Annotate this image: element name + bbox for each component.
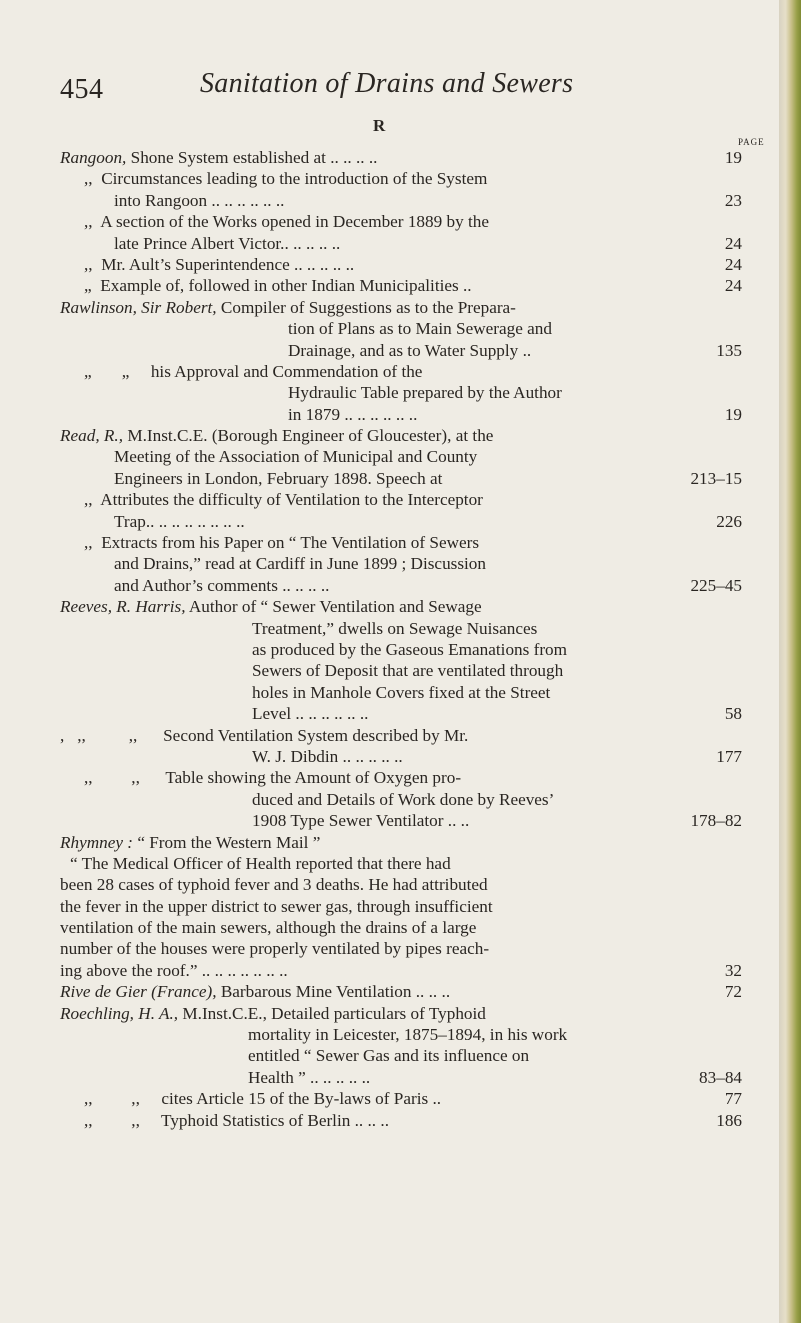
index-line: [60, 404, 742, 425]
index-entry-text: Trap.. .. .. .. .. .. .. ..: [114, 511, 245, 531]
index-heading: Rangoon,: [60, 148, 127, 167]
index-entry-text: the fever in the upper district to sewer gas, through insufficient: [60, 896, 493, 916]
index-line: [60, 190, 742, 211]
index-entry-text: W. J. Dibdin .. .. .. .. ..: [252, 746, 403, 766]
index-line: [60, 1003, 742, 1024]
index-entry-text: and Author’s comments .. .. .. ..: [114, 575, 330, 595]
index-entry-text: Barbarous Mine Ventilation .. .. ..: [216, 982, 451, 1002]
index-line: [60, 853, 742, 874]
index-entry-text: Shone System established at .. .. .. ..: [126, 148, 378, 167]
index-line-text: [84, 489, 483, 510]
index-line-text: [114, 468, 442, 489]
index-line: [60, 896, 742, 917]
index-line: [60, 596, 742, 617]
index-line: [60, 147, 742, 168]
index-entry-text: Sewers of Deposit that are ventilated through: [252, 661, 564, 681]
index-entry-text: ,, Attributes the difficulty of Ventilation to the Interceptor: [84, 490, 483, 510]
index-entry-text: “ From the Western Mail ”: [133, 832, 321, 852]
index-line-text: [84, 767, 461, 788]
page-reference: 19: [724, 404, 742, 424]
index-line: [60, 468, 742, 489]
index-line-text: [252, 660, 563, 681]
index-entry-text: Engineers in London, February 1898. Speech at: [114, 468, 443, 488]
page-reference: 32: [724, 960, 742, 980]
index-line-text: [84, 1088, 441, 1109]
index-entry-text: in 1879 .. .. .. .. .. ..: [288, 404, 418, 424]
index-entry-text: ,, Circumstances leading to the introduction of the System: [84, 169, 488, 189]
index-line: [60, 254, 742, 275]
index-entry-text: late Prince Albert Victor.. .. .. .. ..: [114, 233, 341, 253]
index-line: [60, 810, 742, 831]
index-line: [60, 917, 742, 938]
index-line-text: [84, 275, 472, 296]
index-line-text: [288, 382, 562, 403]
index-entry-text: , ,, ,, Second Ventilation System described by Mr.: [60, 725, 469, 745]
index-line: [60, 1088, 742, 1109]
page-reference: 186: [716, 1110, 742, 1130]
index-line: [60, 489, 742, 510]
index-heading: Rawlinson, Sir Robert,: [60, 297, 217, 317]
index-line: [60, 446, 742, 467]
index-line: [60, 682, 742, 703]
index-line-text: [60, 960, 288, 981]
index-line-text: [84, 211, 489, 232]
index-line-text: [248, 1024, 567, 1045]
index-entry-text: ,, ,, Table showing the Amount of Oxygen pro-: [84, 768, 462, 788]
index-line: [60, 382, 742, 403]
index-line: [60, 532, 742, 553]
index-line: [60, 575, 742, 596]
page-reference: 24: [724, 233, 742, 253]
index-line: [60, 660, 742, 681]
index-line: [60, 425, 742, 446]
index-entry-text: number of the houses were properly ventilated by pipes reach-: [60, 939, 490, 959]
index-line-text: [252, 810, 469, 831]
index-line-text: [60, 917, 476, 938]
index-line-text: [60, 297, 516, 318]
book-spine-edge: [779, 0, 801, 1323]
index-entry-text: ,, Extracts from his Paper on “ The Ventilation of Sewers: [84, 533, 480, 553]
index-line-text: [114, 575, 329, 596]
index-heading: Read, R.,: [60, 426, 124, 446]
index-line-text: [252, 789, 554, 810]
index-line-text: [248, 1067, 370, 1088]
index-line-text: [60, 981, 450, 1002]
index-entry-text: 1908 Type Sewer Ventilator .. ..: [252, 811, 470, 831]
page-reference: 135: [716, 340, 742, 360]
index-entry-text: holes in Manhole Covers fixed at the Street: [252, 682, 551, 702]
index-heading: Rhymney :: [60, 832, 134, 852]
page-reference: 226: [716, 511, 742, 531]
index-line: [60, 874, 742, 895]
page-reference: 213–15: [690, 468, 742, 488]
index-line: [60, 981, 742, 1002]
index-line: [60, 553, 742, 574]
page-reference: 177: [716, 746, 742, 766]
index-line: [60, 233, 742, 254]
index-entry-text: Level .. .. .. .. .. ..: [252, 704, 369, 724]
index-line-text: [288, 404, 417, 425]
index-line: [60, 361, 742, 382]
index-line: [60, 511, 742, 532]
index-heading: Reeves, R. Harris,: [60, 597, 186, 617]
index-line-text: [60, 938, 489, 959]
index-entry-text: M.Inst.C.E. (Borough Engineer of Gloucester), at the: [123, 426, 494, 446]
index-line-text: [114, 553, 486, 574]
index-line: [60, 1110, 742, 1131]
index-line: [60, 275, 742, 296]
running-title: Sanitation of Drains and Sewers: [200, 68, 574, 99]
index-entry-text: duced and Details of Work done by Reeves’: [252, 789, 555, 809]
index-line-text: [60, 725, 468, 746]
index-entry-text: Health ” .. .. .. .. ..: [248, 1067, 371, 1087]
index-entry-text: „ „ his Approval and Commendation of the: [84, 361, 423, 381]
index-entry-text: ,, ,, cites Article 15 of the By-laws of Paris ..: [84, 1089, 442, 1109]
index-line-text: [252, 618, 537, 639]
index-line-text: [114, 511, 245, 532]
page-reference: 225–45: [690, 575, 742, 595]
page-reference: 24: [724, 276, 742, 296]
index-line: [60, 211, 742, 232]
index-entry-text: as produced by the Gaseous Emanations from: [252, 639, 568, 659]
index-line: [60, 639, 742, 660]
index-entry-text: M.Inst.C.E., Detailed particulars of Typhoid: [178, 1003, 486, 1023]
page-reference: 24: [724, 254, 742, 274]
index-entry-text: “ The Medical Officer of Health reported that there had: [70, 853, 451, 873]
index-heading: Rive de Gier (France),: [60, 982, 217, 1002]
index-entry-text: Meeting of the Association of Municipal and County: [114, 447, 478, 467]
index-entry-text: Drainage, and as to Water Supply ..: [288, 340, 532, 360]
index-entry-text: and Drains,” read at Cardiff in June 1899 ; Discussion: [114, 554, 486, 574]
index-heading: Roechling, H. A.,: [60, 1003, 179, 1023]
page-number: 454: [60, 74, 104, 105]
index-line: [60, 746, 742, 767]
index-line-text: [60, 896, 493, 917]
index-line-text: [252, 639, 567, 660]
index-line: [60, 1024, 742, 1045]
index-line: [60, 340, 742, 361]
index-entry-text: Compiler of Suggestions as to the Prepara-: [216, 297, 516, 317]
index-entry-text: ,, A section of the Works opened in December 1889 by the: [84, 212, 489, 232]
index-line: [60, 1045, 742, 1066]
index-entry-text: tion of Plans as to Main Sewerage and: [288, 319, 552, 339]
index-line-text: [84, 1110, 389, 1131]
index-line-text: [60, 147, 377, 168]
page-column-label: PAGE: [738, 137, 765, 147]
index-line-text: [84, 254, 354, 275]
page-reference: 58: [724, 704, 742, 724]
index-line-text: [84, 532, 479, 553]
index-line-text: [114, 446, 477, 467]
page-reference: 23: [724, 190, 742, 210]
index-line: [60, 767, 742, 788]
index-entry-text: „ Example of, followed in other Indian Municipalities ..: [84, 276, 472, 296]
index-entry-text: Author of “ Sewer Ventilation and Sewage: [185, 597, 482, 617]
index-line-text: [288, 318, 552, 339]
page-reference: 77: [724, 1089, 742, 1109]
index-line: [60, 318, 742, 339]
index-line: [60, 725, 742, 746]
index-line: [60, 618, 742, 639]
index-entry-text: into Rangoon .. .. .. .. .. ..: [114, 190, 285, 210]
index-entry-text: Treatment,” dwells on Sewage Nuisances: [252, 618, 538, 638]
index-entry-text: Hydraulic Table prepared by the Author: [288, 383, 562, 403]
section-letter: R: [373, 116, 386, 135]
index-line-text: [84, 168, 487, 189]
index-line: [60, 703, 742, 724]
index-entry-text: entitled “ Sewer Gas and its influence on: [248, 1046, 530, 1066]
page-reference: 83–84: [699, 1067, 742, 1087]
index-list: [60, 147, 742, 1131]
index-entry-text: ventilation of the main sewers, although the drains of a large: [60, 918, 477, 938]
index-entry-text: ing above the roof.” .. .. .. .. .. .. ..: [60, 960, 288, 980]
index-line-text: [60, 832, 320, 853]
page-reference: 19: [724, 148, 742, 167]
index-line: [60, 168, 742, 189]
index-line-text: [252, 746, 403, 767]
index-line: [60, 297, 742, 318]
index-line: [60, 789, 742, 810]
index-entry-text: been 28 cases of typhoid fever and 3 deaths. He had attributed: [60, 875, 488, 895]
index-line: [60, 960, 742, 981]
index-line-text: [60, 425, 493, 446]
index-line: [60, 1067, 742, 1088]
index-line-text: [70, 853, 451, 874]
page-reference: 72: [724, 982, 742, 1002]
index-line-text: [114, 233, 340, 254]
index-line-text: [60, 1003, 486, 1024]
index-line-text: [248, 1045, 529, 1066]
index-line-text: [60, 596, 482, 617]
index-line-text: [60, 874, 488, 895]
index-line-text: [84, 361, 422, 382]
index-line-text: [114, 190, 284, 211]
index-entry-text: mortality in Leicester, 1875–1894, in his work: [248, 1025, 568, 1045]
index-line: [60, 832, 742, 853]
page-reference: 178–82: [690, 811, 742, 831]
index-line: [60, 938, 742, 959]
index-line-text: [252, 703, 368, 724]
index-entry-text: ,, Mr. Ault’s Superintendence .. .. .. .. ..: [84, 254, 355, 274]
index-entry-text: ,, ,, Typhoid Statistics of Berlin .. .. ..: [84, 1110, 389, 1130]
index-line-text: [288, 340, 531, 361]
index-line-text: [252, 682, 550, 703]
